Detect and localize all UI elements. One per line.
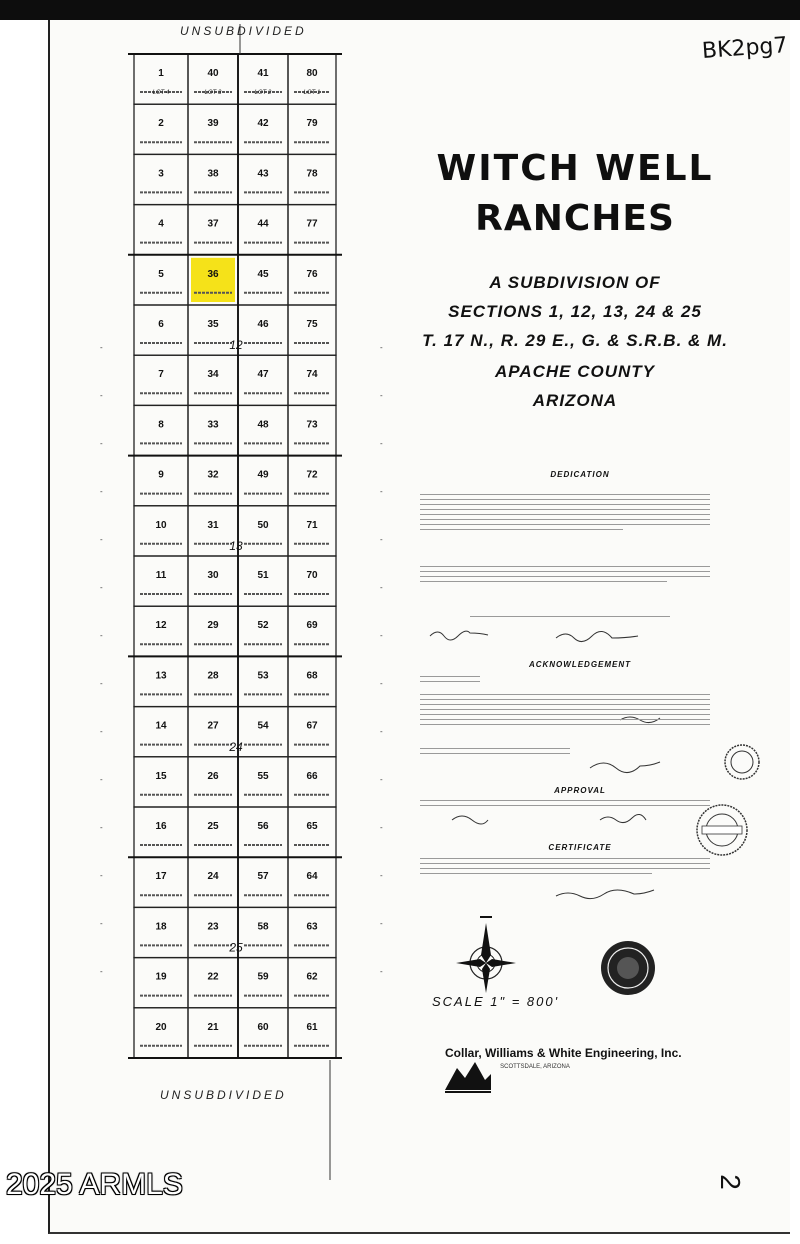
parcel-number: 2 [158, 118, 164, 130]
parcel-number: 47 [257, 369, 269, 381]
subtitle-line-1: A SUBDIVISION OF [489, 273, 661, 292]
boundary-mark: - [380, 967, 383, 976]
parcel-number: 61 [306, 1021, 318, 1033]
parcel-cell [134, 305, 188, 355]
parcel-number: 56 [257, 821, 269, 832]
parcel-number: 71 [306, 519, 318, 531]
parcel-number: 73 [306, 419, 318, 431]
witness-hand-text [420, 748, 570, 758]
north-arrow-icon [456, 917, 516, 993]
parcel-number: 46 [257, 319, 269, 330]
parcel-cell [188, 757, 238, 807]
parcel-number: 77 [306, 218, 318, 230]
parcel-cell [238, 556, 288, 606]
parcel-number: 80 [306, 68, 318, 79]
parcel-cell [288, 405, 336, 455]
parcel-number: 58 [257, 921, 269, 933]
parcel-number: 10 [155, 519, 167, 531]
parcel-cell [188, 958, 238, 1008]
parcel-number: 55 [257, 770, 269, 782]
parcel-number: 5 [158, 268, 164, 280]
parcel-cell [134, 506, 188, 556]
boundary-mark: - [380, 871, 383, 880]
parcel-cell [238, 656, 288, 706]
boundary-mark: - [380, 727, 383, 736]
parcel-number: 67 [306, 720, 318, 732]
lot-label: LOT 4 [152, 90, 170, 96]
engineer-logo-icon [445, 1062, 491, 1092]
parcel-number: 3 [158, 168, 164, 180]
lot-label: LOT 2 [254, 90, 272, 96]
sheet-number: 2 [714, 1174, 746, 1190]
parcel-cell [288, 857, 336, 907]
parcel-cell [238, 54, 288, 104]
parcel-number: 18 [155, 921, 167, 933]
parcel-number: 1 [158, 68, 164, 79]
plat-title: WITCH WELL [436, 148, 714, 189]
parcel-number: 17 [155, 871, 167, 883]
parcel-number: 75 [306, 319, 318, 330]
parcel-number: 63 [306, 921, 318, 933]
parcel-cell [238, 355, 288, 405]
parcel-cell [134, 255, 188, 305]
parcel-cell [188, 807, 238, 857]
parcel-number: 79 [306, 118, 318, 130]
parcel-cell [288, 305, 336, 355]
boundary-mark: - [100, 535, 103, 544]
parcel-cell [134, 757, 188, 807]
boundary-mark: - [100, 919, 103, 928]
parcel-cell [188, 857, 238, 907]
parcel-number: 27 [207, 720, 219, 732]
parcel-cell [134, 54, 188, 104]
parcel-cell [134, 857, 188, 907]
boundary-mark: - [380, 679, 383, 688]
approval-text [420, 800, 710, 810]
parcel-cell [188, 1008, 238, 1058]
boundary-mark: - [100, 439, 103, 448]
parcel-cell [134, 104, 188, 154]
parcel-cell [288, 707, 336, 757]
approval-heading: APPROVAL [554, 786, 606, 795]
parcel-cell [288, 757, 336, 807]
section-number-label: 13 [229, 539, 243, 553]
parcel-cell [134, 907, 188, 957]
parcel-number: 20 [155, 1021, 167, 1033]
parcel-cell [134, 656, 188, 706]
parcel-cell [188, 405, 238, 455]
acknowledgement-heading: ACKNOWLEDGEMENT [528, 660, 632, 669]
parcel-cell [134, 606, 188, 656]
dedication-heading: DEDICATION [550, 470, 610, 479]
boundary-mark: - [100, 775, 103, 784]
parcel-number: 28 [207, 670, 219, 682]
parcel-cell [288, 1008, 336, 1058]
scale-label: SCALE 1" = 800' [432, 994, 560, 1009]
parcel-cell [134, 154, 188, 204]
state-of-arizona-text [420, 676, 480, 686]
parcel-cell [288, 456, 336, 506]
boundary-mark: - [100, 631, 103, 640]
parcel-cell [238, 456, 288, 506]
parcel-cell [188, 556, 238, 606]
lot-label: LOT 1 [303, 90, 321, 96]
parcel-cell [288, 556, 336, 606]
parcel-cell [188, 154, 238, 204]
parcel-number: 44 [257, 218, 269, 230]
parcel-number: 6 [158, 319, 164, 330]
parcel-number: 50 [257, 519, 269, 531]
parcel-cell [134, 205, 188, 255]
plat-title-line2: RANCHES [475, 198, 675, 239]
boundary-mark: - [100, 583, 103, 592]
boundary-mark: - [380, 343, 383, 352]
parcel-cell [134, 556, 188, 606]
parcel-number: 53 [257, 670, 269, 682]
subtitle-line-3: T. 17 N., R. 29 E., G. & S.R.B. & M. [422, 331, 728, 350]
parcel-cell [188, 104, 238, 154]
boundary-mark: - [100, 391, 103, 400]
parcel-number: 69 [306, 620, 318, 632]
armls-watermark: 2025 ARMLS [6, 1168, 183, 1201]
parcel-cell [134, 807, 188, 857]
parcel-cell [238, 255, 288, 305]
parcel-number: 32 [207, 469, 219, 481]
parcel-cell [188, 656, 238, 706]
parcel-number: 37 [207, 218, 219, 230]
county-seal-icon [601, 941, 655, 995]
parcel-number: 66 [306, 770, 318, 782]
parcel-number: 65 [306, 821, 318, 832]
parcel-number: 54 [257, 720, 269, 732]
parcel-number: 22 [207, 971, 219, 983]
parcel-cell [238, 154, 288, 204]
boundary-mark: - [100, 343, 103, 352]
section-number-label: 12 [229, 338, 243, 353]
parcel-cell [288, 355, 336, 405]
parcel-number: 34 [207, 369, 219, 381]
parcel-number: 24 [207, 871, 219, 883]
boundary-mark: - [380, 631, 383, 640]
parcel-number: 74 [306, 369, 318, 381]
parcel-number: 19 [155, 971, 167, 983]
parcel-cell [288, 807, 336, 857]
engineer-name: Collar, Williams & White Engineering, Inc. [445, 1046, 682, 1060]
parcel-number: 45 [257, 268, 269, 280]
parcel-number: 8 [158, 419, 164, 431]
parcel-cell [134, 958, 188, 1008]
parcel-cell [238, 104, 288, 154]
parcel-number: 16 [155, 821, 167, 832]
highlighted-parcel [191, 258, 235, 302]
parcel-number: 60 [257, 1021, 269, 1033]
boundary-mark: - [380, 775, 383, 784]
parcel-number: 42 [257, 118, 269, 130]
boundary-mark: - [100, 727, 103, 736]
parcel-number: 72 [306, 469, 318, 481]
parcel-cell [238, 707, 288, 757]
unsubdivided-bottom-label: UNSUBDIVIDED [160, 1088, 287, 1102]
boundary-mark: - [100, 679, 103, 688]
parcel-number: 11 [155, 570, 167, 581]
parcel-cell [188, 355, 238, 405]
book-page-reference: BK2pg7 [701, 33, 789, 64]
parcel-cell [288, 656, 336, 706]
parcel-number: 35 [207, 319, 219, 330]
parcel-cell [134, 456, 188, 506]
boundary-mark: - [380, 535, 383, 544]
parcel-cell [188, 205, 238, 255]
section-number-label: 24 [229, 739, 243, 754]
parcel-number: 12 [155, 620, 167, 632]
parcel-number: 36 [207, 268, 219, 280]
boundary-mark: - [380, 823, 383, 832]
parcel-number: 78 [306, 168, 318, 180]
parcel-cell [238, 305, 288, 355]
parcel-number: 59 [257, 971, 269, 983]
parcel-cell [188, 54, 238, 104]
dedication-text [420, 494, 710, 534]
boundary-mark: - [100, 487, 103, 496]
parcel-cell [288, 958, 336, 1008]
parcel-number: 57 [257, 871, 269, 883]
parcel-number: 23 [207, 921, 219, 933]
parcel-cell [238, 405, 288, 455]
parcel-number: 25 [207, 821, 219, 832]
parcel-number: 15 [155, 770, 167, 782]
boundary-mark: - [100, 871, 103, 880]
parcel-cell [134, 405, 188, 455]
parcel-cell [288, 506, 336, 556]
parcel-cell [238, 1008, 288, 1058]
engineer-address: SCOTTSDALE, ARIZONA [500, 1064, 570, 1070]
parcel-cell [238, 606, 288, 656]
parcel-cell [134, 1008, 188, 1058]
parcel-number: 51 [257, 570, 269, 581]
boundary-mark: - [100, 823, 103, 832]
parcel-cell [188, 606, 238, 656]
trust-line [470, 616, 670, 621]
parcel-number: 9 [158, 469, 164, 481]
parcel-cell [288, 255, 336, 305]
parcel-cell [288, 907, 336, 957]
parcel-cell [238, 907, 288, 957]
parcel-number: 52 [257, 620, 269, 632]
lot-label: LOT 3 [204, 90, 222, 96]
certificate-heading: CERTIFICATE [548, 843, 612, 852]
parcel-cell [238, 857, 288, 907]
acknowledgement-text [420, 694, 710, 729]
parcel-number: 29 [207, 620, 219, 632]
parcel-cell [288, 606, 336, 656]
parcel-number: 48 [257, 419, 269, 431]
boundary-mark: - [380, 919, 383, 928]
certificate-text [420, 858, 710, 878]
parcel-cell [238, 757, 288, 807]
parcel-number: 49 [257, 469, 269, 481]
parcel-cell [288, 54, 336, 104]
parcel-number: 41 [257, 68, 269, 79]
parcel-cell [188, 456, 238, 506]
parcel-cell [238, 807, 288, 857]
parcel-cell [238, 205, 288, 255]
parcel-number: 39 [207, 118, 219, 130]
parcel-number: 62 [306, 971, 318, 983]
parcel-number: 14 [155, 720, 167, 732]
notary-seal-icon [725, 745, 759, 779]
parcel-cell [238, 958, 288, 1008]
parcel-cell [134, 707, 188, 757]
parcel-number: 21 [207, 1021, 219, 1033]
unsubdivided-top-label: UNSUBDIVIDED [180, 24, 307, 38]
parcel-number: 68 [306, 670, 318, 682]
parcel-number: 64 [306, 871, 318, 883]
subtitle-line-5: ARIZONA [532, 391, 618, 410]
parcel-number: 43 [257, 168, 269, 180]
subtitle-line-2: SECTIONS 1, 12, 13, 24 & 25 [448, 302, 702, 321]
witness-text [420, 566, 710, 586]
parcel-number: 31 [207, 519, 219, 531]
parcel-number: 26 [207, 770, 219, 782]
section-number-label: 25 [229, 940, 243, 955]
subtitle-line-4: APACHE COUNTY [494, 362, 656, 381]
parcel-number: 70 [306, 570, 318, 581]
parcel-cell [288, 154, 336, 204]
parcel-cell [288, 104, 336, 154]
parcel-number: 33 [207, 419, 219, 431]
parcel-cell [134, 355, 188, 405]
parcel-number: 30 [207, 570, 219, 581]
boundary-mark: - [100, 967, 103, 976]
parcel-cell [238, 506, 288, 556]
boundary-mark: - [380, 439, 383, 448]
parcel-number: 76 [306, 268, 318, 280]
parcel-number: 38 [207, 168, 219, 180]
boundary-mark: - [380, 487, 383, 496]
boundary-mark: - [380, 583, 383, 592]
parcel-number: 40 [207, 68, 219, 79]
parcel-cell [288, 205, 336, 255]
parcel-number: 13 [155, 670, 167, 682]
parcel-number: 7 [158, 369, 164, 381]
parcel-number: 4 [158, 218, 164, 230]
boundary-mark: - [380, 391, 383, 400]
